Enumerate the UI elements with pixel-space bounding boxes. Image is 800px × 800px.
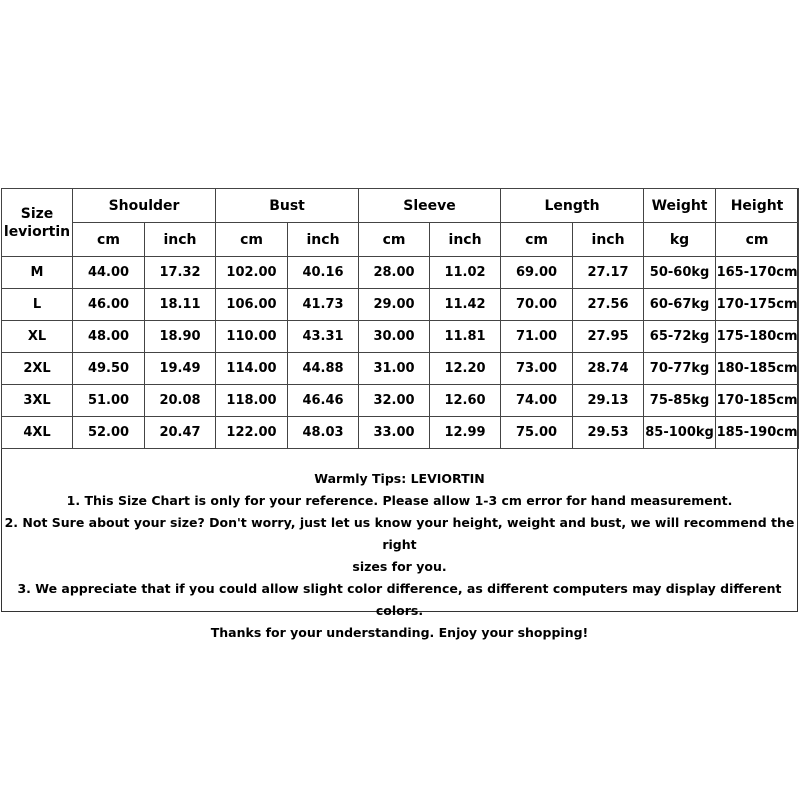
table-cell: 102.00 [216, 257, 288, 289]
table-cell: 31.00 [359, 353, 430, 385]
table-cell: 180-185cm [716, 353, 799, 385]
unit-sleeve-cm: cm [359, 223, 430, 257]
table-cell: 11.02 [430, 257, 501, 289]
table-cell: 69.00 [501, 257, 573, 289]
table-cell: 20.47 [145, 417, 216, 449]
table-cell: 12.99 [430, 417, 501, 449]
size-header-cell [2, 189, 73, 257]
table-row [2, 257, 799, 289]
table-cell: 185-190cm [716, 417, 799, 449]
table-cell: 17.32 [145, 257, 216, 289]
table-cell: 110.00 [216, 321, 288, 353]
size-cell: 4XL [2, 417, 73, 449]
tips-line-4: Thanks for your understanding. Enjoy your shopping! [210, 625, 589, 640]
table-cell: 44.88 [288, 353, 359, 385]
table-cell: 170-185cm [716, 385, 799, 417]
unit-weight-kg: kg [644, 223, 716, 257]
table-cell: 20.08 [145, 385, 216, 417]
table-cell: 48.00 [73, 321, 145, 353]
size-chart-table [1, 188, 799, 449]
table-row [2, 417, 799, 449]
table-cell: 75-85kg [644, 385, 716, 417]
table-cell: 43.31 [288, 321, 359, 353]
table-cell: 60-67kg [644, 289, 716, 321]
table-cell: 65-72kg [644, 321, 716, 353]
unit-sleeve-inch: inch [430, 223, 501, 257]
unit-header-row [2, 223, 799, 257]
table-cell: 52.00 [73, 417, 145, 449]
tips-line-2b: sizes for you. [352, 559, 447, 574]
table-cell: 170-175cm [716, 289, 799, 321]
table-cell: 27.56 [573, 289, 644, 321]
brand-label: leviortin [3, 223, 71, 240]
table-cell: 18.11 [145, 289, 216, 321]
header-bust: Bust [216, 189, 359, 223]
unit-bust-inch: inch [288, 223, 359, 257]
table-cell: 71.00 [501, 321, 573, 353]
table-cell: 29.13 [573, 385, 644, 417]
size-chart-body [2, 189, 799, 449]
table-cell: 122.00 [216, 417, 288, 449]
size-cell: L [2, 289, 73, 321]
table-cell: 114.00 [216, 353, 288, 385]
table-cell: 12.20 [430, 353, 501, 385]
table-cell: 11.81 [430, 321, 501, 353]
table-cell: 85-100kg [644, 417, 716, 449]
table-cell: 27.95 [573, 321, 644, 353]
table-cell: 46.00 [73, 289, 145, 321]
tips-title: Warmly Tips: LEVIORTIN [314, 471, 485, 486]
table-cell: 27.17 [573, 257, 644, 289]
table-cell: 28.74 [573, 353, 644, 385]
header-sleeve: Sleeve [359, 189, 501, 223]
table-cell: 28.00 [359, 257, 430, 289]
table-cell: 40.16 [288, 257, 359, 289]
header-shoulder: Shoulder [73, 189, 216, 223]
table-cell: 106.00 [216, 289, 288, 321]
tips-line-1: 1. This Size Chart is only for your reference. Please allow 1-3 cm error for hand measurement. [66, 493, 733, 508]
table-cell: 74.00 [501, 385, 573, 417]
table-cell: 32.00 [359, 385, 430, 417]
table-cell: 48.03 [288, 417, 359, 449]
table-cell: 118.00 [216, 385, 288, 417]
table-cell: 70-77kg [644, 353, 716, 385]
header-length: Length [501, 189, 644, 223]
size-header-label: Size [20, 205, 54, 222]
table-cell: 165-170cm [716, 257, 799, 289]
table-cell: 30.00 [359, 321, 430, 353]
table-row [2, 385, 799, 417]
group-header-row [2, 189, 799, 223]
table-row [2, 289, 799, 321]
table-cell: 11.42 [430, 289, 501, 321]
table-cell: 49.50 [73, 353, 145, 385]
unit-length-inch: inch [573, 223, 644, 257]
table-cell: 41.73 [288, 289, 359, 321]
unit-height-cm: cm [716, 223, 799, 257]
header-weight: Weight [644, 189, 716, 223]
header-height: Height [716, 189, 799, 223]
table-cell: 29.53 [573, 417, 644, 449]
table-row [2, 321, 799, 353]
table-cell: 73.00 [501, 353, 573, 385]
tips-line-2a: 2. Not Sure about your size? Don't worry, just let us know your height, weight and bust, we will recommend the right [4, 515, 795, 552]
table-cell: 175-180cm [716, 321, 799, 353]
table-cell: 18.90 [145, 321, 216, 353]
warm-tips [1, 452, 798, 640]
table-cell: 46.46 [288, 385, 359, 417]
size-cell: 2XL [2, 353, 73, 385]
table-cell: 70.00 [501, 289, 573, 321]
size-cell: 3XL [2, 385, 73, 417]
unit-shoulder-inch: inch [145, 223, 216, 257]
table-cell: 19.49 [145, 353, 216, 385]
table-cell: 51.00 [73, 385, 145, 417]
table-row [2, 353, 799, 385]
table-cell: 12.60 [430, 385, 501, 417]
size-cell: XL [2, 321, 73, 353]
table-cell: 75.00 [501, 417, 573, 449]
unit-bust-cm: cm [216, 223, 288, 257]
table-cell: 33.00 [359, 417, 430, 449]
table-cell: 29.00 [359, 289, 430, 321]
table-cell: 44.00 [73, 257, 145, 289]
tips-line-3: 3. We appreciate that if you could allow slight color difference, as different computers may display different colors. [17, 581, 782, 618]
size-cell: M [2, 257, 73, 289]
unit-length-cm: cm [501, 223, 573, 257]
unit-shoulder-cm: cm [73, 223, 145, 257]
table-cell: 50-60kg [644, 257, 716, 289]
